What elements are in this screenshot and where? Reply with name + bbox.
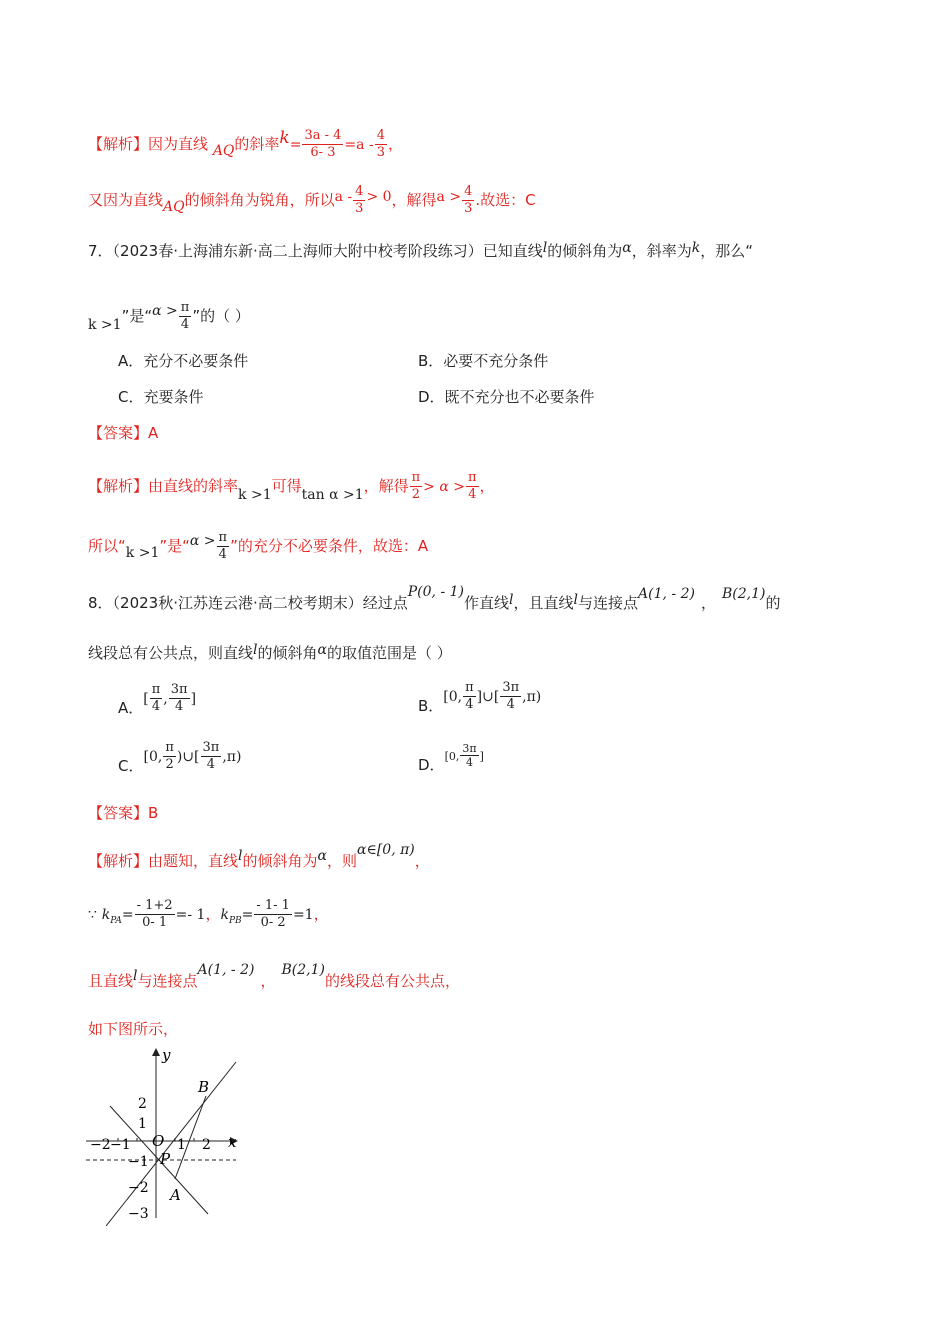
fraction: $\frac{4}{3}$ — [464, 184, 473, 216]
q8-answer: 【答案】B — [88, 804, 159, 822]
x-axis-label: x — [228, 1133, 237, 1151]
x-tick-neg2: −2 — [90, 1137, 111, 1153]
q7-answer: 【答案】A — [88, 424, 159, 442]
question-8-line-2: 线段总有公共点，则直线l的倾斜角α的取值范围是（ ） — [88, 642, 452, 662]
q8-solution-line-1: 【解析】由题知，直线l的倾斜角为α，则α∈[0, π)， — [88, 842, 430, 870]
x-tick-2: 2 — [202, 1137, 211, 1153]
fraction: $\frac{- 1+2}{0- 1}$ — [136, 898, 173, 930]
fraction: $\frac{3a - 4}{6- 3}$ — [304, 128, 342, 160]
y-axis-label: y — [162, 1046, 171, 1064]
coordinate-graph — [84, 1046, 254, 1226]
x-tick-neg1: −1 — [110, 1137, 131, 1153]
q7-option-a[interactable]: A．充分不必要条件 — [118, 352, 249, 370]
q8-option-a[interactable]: A．[ $\frac{\pi}{4}$ , $\frac{3\pi}{4}$ ] — [118, 682, 197, 717]
question-7-line-2: k >1”是“α > $\frac{\pi}{4}$ ”的（ ） — [88, 300, 250, 333]
fraction: $\frac{\pi}{4}$ — [180, 300, 190, 332]
y-tick-neg1: −1 — [128, 1154, 149, 1170]
point-a-label: A — [170, 1186, 181, 1204]
origin-label: O — [152, 1132, 165, 1150]
fraction: $\frac{\pi}{2}$ — [411, 470, 421, 502]
fraction: $\frac{\pi}{4}$ — [218, 530, 228, 562]
q8-option-b[interactable]: B．[0, $\frac{\pi}{4}$ ]∪[ $\frac{3\pi}{4}$ ,π) — [418, 680, 542, 715]
q8-option-c[interactable]: C．[0, $\frac{\pi}{2}$ )∪[ $\frac{3\pi}{4}$ ,π) — [118, 740, 242, 775]
q8-solution-line-4: 如下图所示， — [88, 1020, 179, 1038]
point-p-label: P — [160, 1150, 171, 1168]
question-8-line-1: 8．（2023秋·江苏连云港·高二校考期末）经过点P(0, - 1)作直线l，且直线l与连接点A(1, - 2) ， B(2,1)的 — [88, 584, 781, 612]
y-tick-neg3: −3 — [128, 1206, 149, 1222]
q7-option-c[interactable]: C．充要条件 — [118, 388, 204, 406]
q7-solution-line-2: 所以“k >1”是“α > $\frac{\pi}{4}$ ”的充分不必要条件，故选：A — [88, 530, 429, 562]
fraction: $\frac{\pi}{4}$ — [468, 470, 477, 502]
q7-option-b[interactable]: B．必要不充分条件 — [418, 352, 549, 370]
question-7-line-1: 7．（2023春·上海浦东新·高二上海师大附中校考阶段练习）已知直线l的倾斜角为α，斜率为k，那么“ — [88, 240, 754, 260]
fraction: $\frac{4}{3}$ — [355, 184, 364, 216]
analysis-line-2: 又因为直线AQ的倾斜角为锐角，所以a - $\frac{4}{3}$ > 0，解得a > $\frac{4}{3}$ .故选：C — [88, 184, 536, 216]
q7-option-d[interactable]: D．既不充分也不必要条件 — [418, 388, 595, 406]
fraction: $\frac{4}{3}$ — [376, 128, 385, 160]
x-tick-1: 1 — [177, 1137, 186, 1153]
fraction: $\frac{- 1- 1}{0- 2}$ — [256, 898, 290, 930]
q7-solution-line-1: 【解析】由直线的斜率k >1可得tan α >1，解得 $\frac{\pi}{2}$ > α > $\frac{\pi}{4}$ ， — [88, 470, 495, 503]
y-tick-2: 2 — [138, 1096, 147, 1112]
q8-option-d[interactable]: D．[0, $\frac{3\pi}{4}$ ] — [418, 742, 484, 774]
q8-solution-line-3: 且直线l与连接点A(1, - 2)，B(2,1)的线段总有公共点， — [88, 962, 460, 990]
q8-solution-line-2: ∵ $k_{PA}=$ $\frac{- 1+2}{0- 1}$ =- 1，$k_{PB}=$ $\frac{- 1- 1}{0- 2}$ =1， — [88, 898, 329, 930]
y-tick-1: 1 — [138, 1116, 147, 1132]
analysis-line-1: 【解析】因为直线 AQ的斜率k= $\frac{3a - 4}{6- 3}$ =a - $\frac{4}{3}$ ， — [88, 128, 403, 160]
point-b-label: B — [198, 1078, 210, 1096]
y-tick-neg2: −2 — [128, 1180, 149, 1196]
analysis-label: 【解析】 — [88, 135, 149, 153]
y-axis-arrow — [152, 1048, 160, 1056]
